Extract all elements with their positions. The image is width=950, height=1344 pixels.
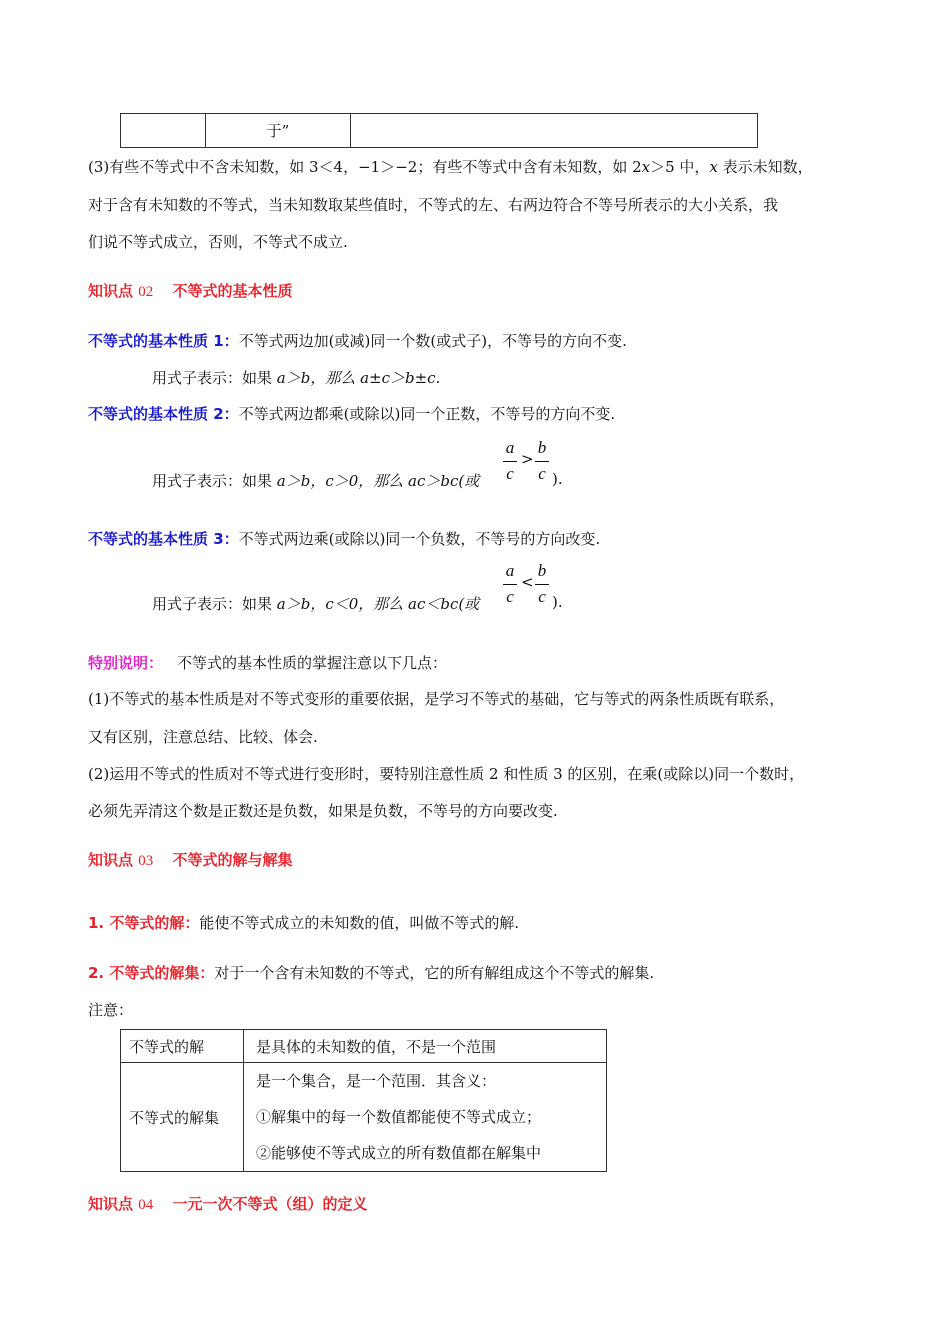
prop2-frac-b-line bbox=[535, 461, 549, 462]
solution-table bbox=[120, 1029, 607, 1172]
def2-line: 2. 不等式的解集：对于一个含有未知数的不等式，它的所有解组成这个不等式的解集. bbox=[88, 964, 655, 982]
prop3-frac-a-den: c bbox=[506, 587, 514, 606]
table-row2-right bbox=[244, 1063, 607, 1172]
prop2-frac-b-den: c bbox=[538, 464, 546, 483]
para3-line2: 对于含有未知数的不等式，当未知数取某些值时，不等式的左、右两边符合不等号所表示的大小关系，我 bbox=[88, 196, 779, 214]
table-row2-line2: ①解集中的每一个数值都能使不等式成立； bbox=[256, 1108, 542, 1126]
prop3-formula-end: ). bbox=[552, 593, 563, 611]
table-row2-line1: 是一个集合，是一个范围．其含义： bbox=[256, 1072, 497, 1090]
top-table-fragment bbox=[120, 113, 758, 148]
prop2-op: > bbox=[521, 450, 534, 468]
prop3-line: 不等式的基本性质 3：不等式两边乘(或除以)同一个负数，不等号的方向改变. bbox=[88, 530, 601, 548]
note-heading: 特别说明： 不等式的基本性质的掌握注意以下几点： bbox=[88, 654, 448, 672]
prop3-frac-a-line bbox=[503, 584, 517, 585]
prop1-formula: 用式子表示：如果 a＞b，那么 a±c＞b±c. bbox=[152, 369, 441, 387]
note-p1-line1: (1)不等式的基本性质是对不等式变形的重要依据，是学习不等式的基础，它与等式的两条性质既有联系， bbox=[88, 690, 785, 708]
note-p1-line2: 又有区别，注意总结、比较、体会. bbox=[88, 728, 318, 746]
note-p2-line1: (2)运用不等式的性质对不等式进行变形时，要特别注意性质 2 和性质 3 的区别，在乘(或除以)同一个数时， bbox=[88, 765, 805, 783]
prop1-line: 不等式的基本性质 1：不等式两边加(或减)同一个数(或式子)，不等号的方向不变. bbox=[88, 332, 627, 350]
prop3-formula: 用式子表示：如果 a＞b，c＜0，那么 ac＜bc(或 bbox=[152, 595, 480, 613]
prop2-frac-a-den: c bbox=[506, 464, 514, 483]
prop2-formula: 用式子表示：如果 a＞b，c＞0，那么 ac＞bc(或 bbox=[152, 472, 480, 490]
kp02-heading: 知识点 02 不等式的基本性质 bbox=[88, 282, 293, 300]
top-table-cell-right bbox=[351, 114, 758, 148]
kp03-heading: 知识点 03 不等式的解与解集 bbox=[88, 851, 293, 869]
prop3-frac-b-den: c bbox=[538, 587, 546, 606]
prop3-frac-b-line bbox=[535, 584, 549, 585]
para3-line3: 们说不等式成立，否则，不等式不成立. bbox=[88, 233, 348, 251]
def1-line: 1. 不等式的解：能使不等式成立的未知数的值，叫做不等式的解. bbox=[88, 914, 520, 932]
table-row1-left: 不等式的解 bbox=[121, 1030, 244, 1063]
prop2-frac-b-num: b bbox=[537, 438, 547, 457]
table-row2-line3: ②能够使不等式成立的所有数值都在解集中 bbox=[256, 1144, 542, 1162]
table-row1-right: 是具体的未知数的值，不是一个范围 bbox=[244, 1030, 607, 1063]
top-table-cell-mid: 于” bbox=[206, 114, 351, 148]
attention-label: 注意： bbox=[88, 1001, 134, 1019]
table-row2-left: 不等式的解集 bbox=[121, 1063, 244, 1172]
prop2-line: 不等式的基本性质 2：不等式两边都乘(或除以)同一个正数，不等号的方向不变. bbox=[88, 405, 616, 423]
prop2-formula-end: ). bbox=[552, 470, 563, 488]
top-table-cell-left bbox=[121, 114, 206, 148]
prop3-frac-a-num: a bbox=[505, 561, 515, 580]
prop2-frac-a-line bbox=[503, 461, 517, 462]
prop3-op: < bbox=[521, 573, 534, 591]
prop3-frac-b-num: b bbox=[537, 561, 547, 580]
para3-line1: (3)有些不等式中不含未知数，如 3＜4，−1＞−2；有些不等式中含有未知数，如 2x＞5 中，x 表示未知数， bbox=[88, 158, 813, 176]
prop2-frac-a-num: a bbox=[505, 438, 515, 457]
kp04-heading: 知识点 04 一元一次不等式（组）的定义 bbox=[88, 1195, 368, 1213]
note-p2-line2: 必须先弄清这个数是正数还是负数，如果是负数，不等号的方向要改变. bbox=[88, 802, 558, 820]
